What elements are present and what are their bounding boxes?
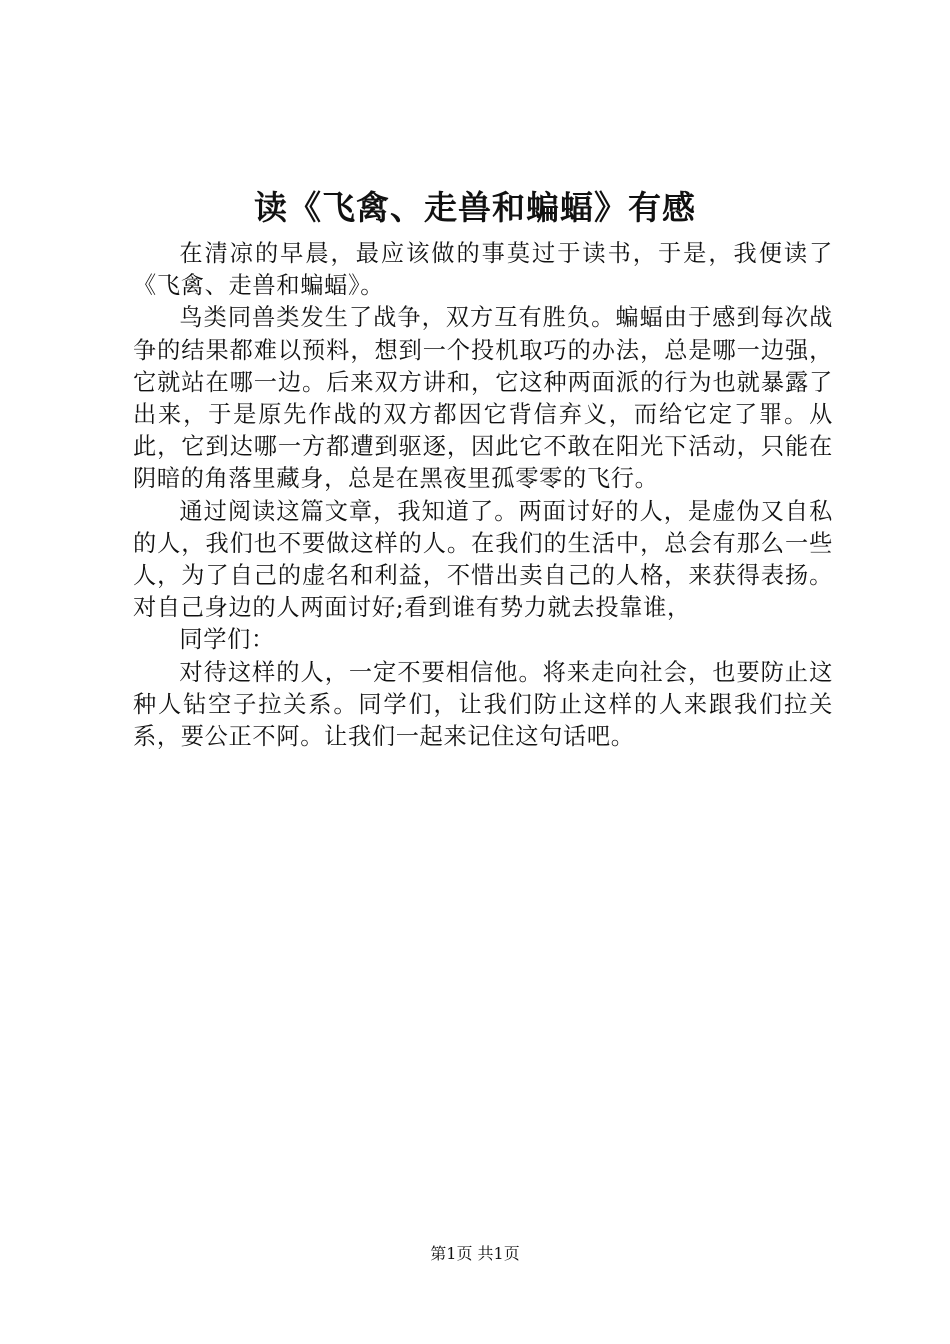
document-body <box>133 238 833 753</box>
page-footer: 第1页 共1页 <box>430 1244 520 1263</box>
paragraph-2: 鸟类同兽类发生了战争，双方互有胜负。蝙蝠由于感到每次战争的结果都难以预料，想到一个投机取巧的办法，总是哪一边强，它就站在哪一边。后来双方讲和，它这种两面派的行为也就暴露了出来，于是原先作战的双方都因它背信弃义，而给它定了罪。从此，它到达哪一方都遭到驱逐，因此它不敢在阳光下活动，只能在阴暗的角落里藏身，总是在黑夜里孤零零的飞行。 <box>133 304 833 493</box>
paragraph-5: 对待这样的人，一定不要相信他。将来走向社会，也要防止这种人钻空子拉关系。同学们，让我们防止这样的人来跟我们拉关系，要公正不阿。让我们一起来记住这句话吧。 <box>133 658 833 751</box>
paragraph-4: 同学们： <box>179 626 275 654</box>
paragraph-1: 在清凉的早晨，最应该做的事莫过于读书，于是，我便读了《飞禽、走兽和蝙蝠》。 <box>133 240 833 300</box>
document-title: 读《飞禽、走兽和蝙蝠》有感 <box>254 188 696 227</box>
paragraph-3: 通过阅读这篇文章，我知道了。两面讨好的人，是虚伪又自私的人，我们也不要做这样的人。在我们的生活中，总会有那么一些人，为了自己的虚名和利益，不惜出卖自己的人格，来获得表扬。对自己身边的人两面讨好;看到谁有势力就去投靠谁， <box>133 497 833 622</box>
